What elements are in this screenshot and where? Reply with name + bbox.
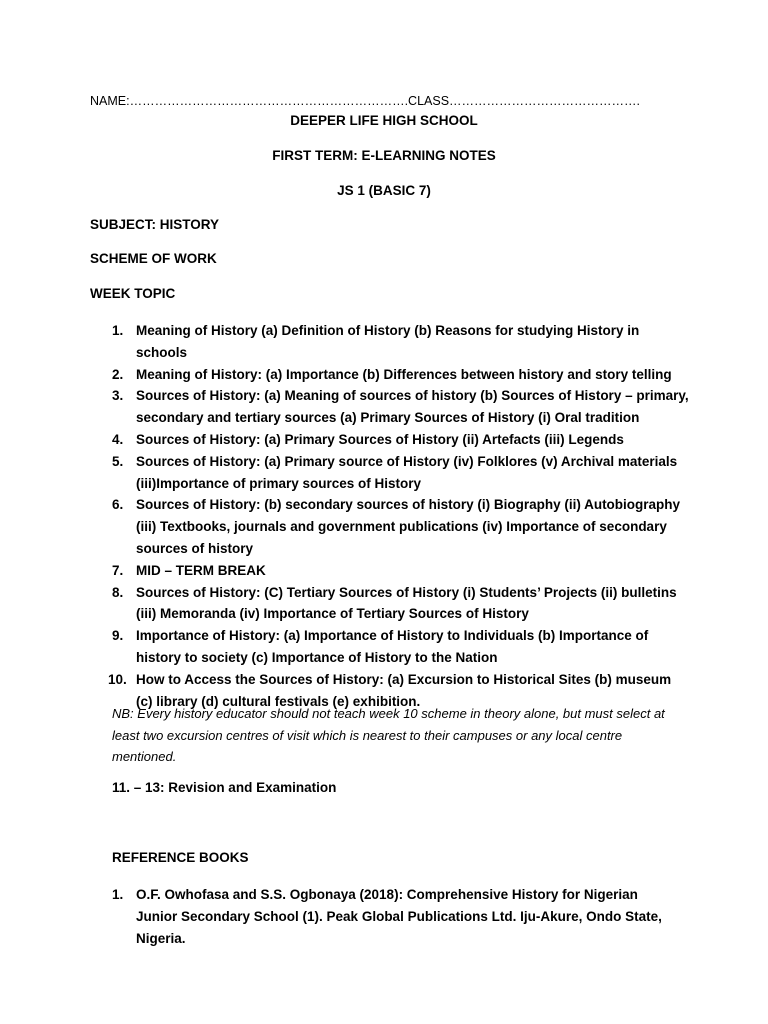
topic-list bbox=[90, 320, 690, 712]
topic-number: 5. bbox=[112, 453, 124, 469]
topic-item bbox=[90, 625, 690, 669]
subject-heading: SUBJECT: HISTORY bbox=[90, 217, 220, 232]
topic-item bbox=[90, 582, 690, 626]
topic-text: Sources of History: (a) Primary source of History (iv) Folklores (v) Archival materials (iii)Importance of primary sources of History bbox=[136, 453, 678, 491]
topic-text: Meaning of History: (a) Importance (b) Differences between history and story telling bbox=[136, 366, 672, 382]
topic-number: 4. bbox=[112, 431, 124, 447]
topic-item bbox=[90, 429, 690, 451]
class-title: JS 1 (BASIC 7) bbox=[337, 183, 431, 198]
topic-text: Meaning of History (a) Definition of History (b) Reasons for studying History in schools bbox=[136, 323, 640, 360]
topic-item bbox=[90, 385, 690, 429]
topic-text: Sources of History: (b) secondary sources of history (i) Biography (ii) Autobiography (iii) Textbooks, journals and government publications (iv) Importance of secondary sources of history bbox=[136, 497, 681, 556]
reference-books-heading: REFERENCE BOOKS bbox=[112, 850, 249, 865]
name-class-line: NAME:………………………………………………………….CLASS………………………………………. bbox=[90, 94, 641, 108]
topic-number: 8. bbox=[112, 584, 124, 600]
term-title: FIRST TERM: E-LEARNING NOTES bbox=[272, 148, 496, 163]
revision-line: 11. – 13: Revision and Examination bbox=[112, 780, 337, 795]
topic-text: Importance of History: (a) Importance of History to Individuals (b) Importance of history to society (c) Importance of History to the Nation bbox=[136, 628, 649, 665]
week-topic-heading: WEEK TOPIC bbox=[90, 286, 176, 301]
reference-item bbox=[90, 884, 670, 949]
topic-number: 7. bbox=[112, 562, 124, 578]
reference-list bbox=[90, 884, 670, 949]
topic-number: 10. bbox=[108, 671, 127, 687]
topic-text: MID – TERM BREAK bbox=[136, 562, 266, 578]
reference-text: O.F. Owhofasa and S.S. Ogbonaya (2018): Comprehensive History for Nigerian Junior Secondary School (1). Peak Global Publications Ltd. Iju-Akure, Ondo State, Nigeria. bbox=[136, 887, 662, 946]
topic-item bbox=[90, 364, 690, 386]
topic-item bbox=[90, 320, 690, 364]
school-title: DEEPER LIFE HIGH SCHOOL bbox=[290, 113, 478, 128]
topic-number: 3. bbox=[112, 388, 124, 404]
reference-number: 1. bbox=[112, 887, 124, 902]
topic-number: 1. bbox=[112, 323, 124, 338]
topic-number: 6. bbox=[112, 497, 124, 513]
topic-text: Sources of History: (C) Tertiary Sources of History (i) Students’ Projects (ii) bulletins (iii) Memoranda (iv) Importance of Tertiary Sources of History bbox=[136, 584, 677, 622]
topic-number: 2. bbox=[112, 366, 124, 382]
topic-text: Sources of History: (a) Meaning of sources of history (b) Sources of History – primary, secondary and tertiary sources (a) Primary Sources of History (i) Oral tradition bbox=[136, 388, 689, 426]
teacher-note: NB: Every history educator should not teach week 10 scheme in theory alone, but must select at least two excursion centres of visit which is nearest to their campuses or any local centre mentioned. bbox=[112, 706, 665, 764]
topic-text: Sources of History: (a) Primary Sources of History (ii) Artefacts (iii) Legends bbox=[136, 431, 624, 447]
topic-item bbox=[90, 494, 690, 559]
topic-text: How to Access the Sources of History: (a) Excursion to Historical Sites (b) museum (c) library (d) cultural festivals (e) exhibition. bbox=[136, 671, 672, 709]
topic-number: 9. bbox=[112, 628, 124, 644]
scheme-heading: SCHEME OF WORK bbox=[90, 251, 217, 266]
topic-item bbox=[90, 451, 690, 495]
topic-item bbox=[90, 560, 690, 582]
